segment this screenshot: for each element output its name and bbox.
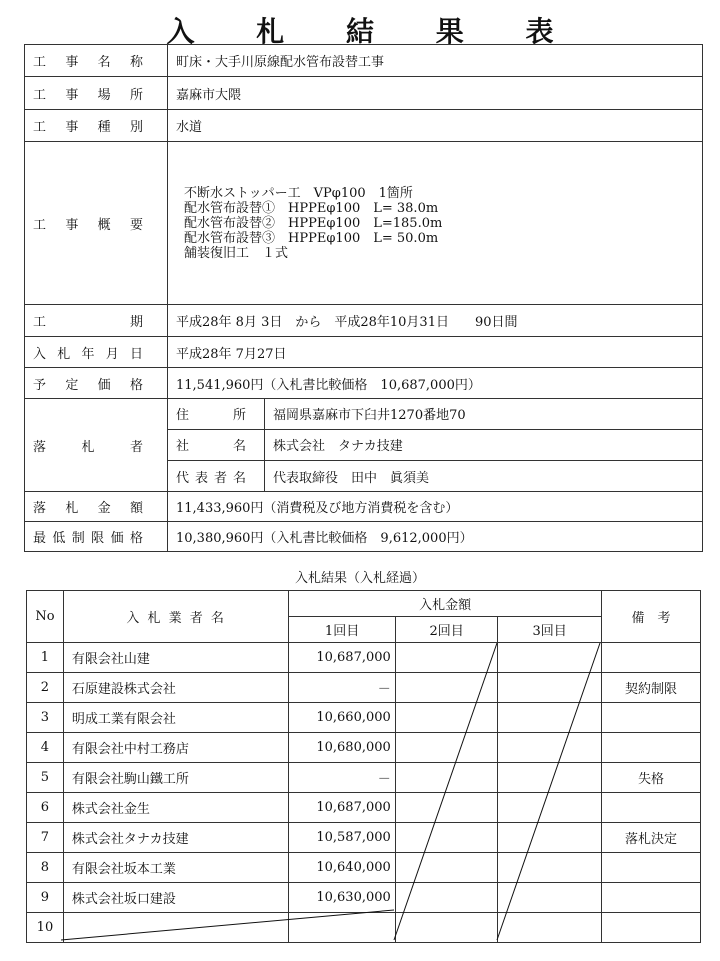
row-company: 有限会社中村工務店 <box>63 733 288 763</box>
label-text: 最 低 制 限 価 格 <box>33 531 143 546</box>
info-row-winner <box>25 399 703 492</box>
row-company: 有限会社坂本工業 <box>63 853 288 883</box>
header-round2: 2回目 <box>395 617 498 643</box>
row-round2 <box>395 673 498 703</box>
row-remarks <box>601 733 700 763</box>
page-title: 入 札 結 果 表 <box>166 15 580 48</box>
table-row <box>27 823 701 853</box>
row-remarks <box>601 883 700 913</box>
info-label <box>25 77 168 110</box>
row-round3 <box>498 883 602 913</box>
row-remarks <box>601 793 700 823</box>
table-row <box>27 643 701 673</box>
row-company <box>63 913 288 943</box>
bids-subtitle: 入札結果（入札経過） <box>294 571 425 586</box>
overview-line: 配水管布設替① HPPEφ100 L= 38.0m <box>184 200 439 216</box>
winner-subtable-cell <box>168 399 703 492</box>
info-row-amount <box>25 492 703 522</box>
row-company: 有限会社駒山鐵工所 <box>63 763 288 793</box>
info-value: 10,380,960円（入札書比較価格 9,612,000円） <box>168 522 703 552</box>
row-no: 8 <box>27 853 64 883</box>
info-label <box>25 522 168 552</box>
label-text: 落 札 者 <box>33 439 143 455</box>
info-row-name <box>25 45 703 77</box>
row-round3 <box>498 913 602 943</box>
row-round3 <box>498 703 602 733</box>
row-remarks: 失格 <box>601 763 700 793</box>
info-label <box>25 492 168 522</box>
overview-line: 不断水ストッパー工 VPφ100 1箇所 <box>184 185 413 201</box>
row-round1: 10,660,000 <box>289 703 395 733</box>
row-remarks <box>601 853 700 883</box>
winner-value: 代表取締役 田中 眞須美 <box>265 461 703 491</box>
overview-line: 配水管布設替③ HPPEφ100 L= 50.0m <box>184 230 439 246</box>
info-value: 11,541,960円（入札書比較価格 10,687,000円） <box>168 368 703 399</box>
row-round1: 10,687,000 <box>289 793 395 823</box>
info-row-type <box>25 110 703 142</box>
overview-lines <box>168 142 703 305</box>
info-label <box>25 110 168 142</box>
row-round2 <box>395 853 498 883</box>
row-company: 株式会社タナカ技建 <box>63 823 288 853</box>
winner-row <box>168 429 702 460</box>
winner-label <box>168 461 265 491</box>
row-round2 <box>395 793 498 823</box>
label-text: 代 表 者 名 <box>176 470 246 486</box>
row-round2 <box>395 763 498 793</box>
info-value: 嘉麻市大隈 <box>168 77 703 110</box>
info-label <box>25 337 168 368</box>
info-label <box>25 305 168 337</box>
label-text: 入 札 年 月 日 <box>33 346 143 362</box>
info-label <box>25 399 168 492</box>
winner-subtable <box>168 399 702 491</box>
table-row <box>27 733 701 763</box>
row-round2 <box>395 703 498 733</box>
header-company: 入 札 業 者 名 <box>63 591 288 643</box>
row-remarks: 落札決定 <box>601 823 700 853</box>
info-value: 平成28年 8月 3日 から 平成28年10月31日 90日間 <box>168 305 703 337</box>
label-text: 工 事 名 称 <box>33 55 143 70</box>
header-round3: 3回目 <box>498 617 602 643</box>
row-company: 株式会社金生 <box>63 793 288 823</box>
header-amount: 入札金額 <box>289 591 602 617</box>
row-no: 6 <box>27 793 64 823</box>
bids-body <box>27 643 701 943</box>
row-remarks: 契約制限 <box>601 673 700 703</box>
label-text: 工 事 種 別 <box>33 120 143 135</box>
info-value: 水道 <box>168 110 703 142</box>
info-label <box>25 45 168 77</box>
row-round1: 10,687,000 <box>289 643 395 673</box>
row-round2 <box>395 643 498 673</box>
row-company: 石原建設株式会社 <box>63 673 288 703</box>
row-round3 <box>498 853 602 883</box>
info-row-bid-date <box>25 337 703 368</box>
info-value: 町床・大手川原線配水管布設替工事 <box>168 45 703 77</box>
label-text: 工 事 概 要 <box>33 217 143 233</box>
row-remarks <box>601 913 700 943</box>
row-round1: 10,630,000 <box>289 883 395 913</box>
row-no: 5 <box>27 763 64 793</box>
info-row-overview <box>25 142 703 305</box>
row-round2 <box>395 883 498 913</box>
row-company: 株式会社坂口建設 <box>63 883 288 913</box>
table-row <box>27 853 701 883</box>
bid-results-table <box>26 590 701 943</box>
table-row <box>27 793 701 823</box>
project-info-table <box>24 44 703 552</box>
label-text: 工 事 場 所 <box>33 87 143 103</box>
row-no: 2 <box>27 673 64 703</box>
info-value: 平成28年 7月27日 <box>168 337 703 368</box>
overview-line: 配水管布設替② HPPEφ100 L=185.0m <box>184 215 443 231</box>
winner-row <box>168 461 702 491</box>
row-round3 <box>498 673 602 703</box>
winner-row <box>168 399 702 429</box>
row-round3 <box>498 823 602 853</box>
winner-value: 福岡県嘉麻市下臼井1270番地70 <box>265 399 703 429</box>
overview-line: 舗装復旧工 １式 <box>184 245 289 261</box>
table-row <box>27 913 701 943</box>
row-round3 <box>498 763 602 793</box>
row-no: 7 <box>27 823 64 853</box>
header-remarks: 備 考 <box>601 591 700 643</box>
info-label <box>25 368 168 399</box>
row-no: 3 <box>27 703 64 733</box>
row-round3 <box>498 793 602 823</box>
label-text: 住 所 <box>176 408 246 424</box>
row-round2 <box>395 823 498 853</box>
label-text: 落 札 金 額 <box>33 501 143 516</box>
winner-label <box>168 399 265 429</box>
label-text: 社 名 <box>176 439 246 455</box>
label-text: 工 期 <box>33 315 143 330</box>
row-no: 9 <box>27 883 64 913</box>
row-no: 4 <box>27 733 64 763</box>
row-round2 <box>395 733 498 763</box>
info-row-period <box>25 305 703 337</box>
table-row <box>27 673 701 703</box>
info-row-location <box>25 77 703 110</box>
row-round1: 10,640,000 <box>289 853 395 883</box>
info-label <box>25 142 168 305</box>
row-no: 10 <box>27 913 64 943</box>
row-no: 1 <box>27 643 64 673</box>
row-remarks <box>601 643 700 673</box>
header-round1: 1回目 <box>289 617 395 643</box>
info-row-min-price <box>25 522 703 552</box>
table-row <box>27 763 701 793</box>
info-row-planned-price <box>25 368 703 399</box>
row-round3 <box>498 733 602 763</box>
winner-value: 株式会社 タナカ技建 <box>265 429 703 460</box>
row-round1: － <box>289 673 395 703</box>
table-row <box>27 703 701 733</box>
row-round3 <box>498 643 602 673</box>
row-company: 有限会社山建 <box>63 643 288 673</box>
row-round2 <box>395 913 498 943</box>
row-round1: 10,587,000 <box>289 823 395 853</box>
bids-header-row <box>27 591 701 617</box>
row-round1: － <box>289 763 395 793</box>
row-round1: 10,680,000 <box>289 733 395 763</box>
label-text: 予 定 価 格 <box>33 377 143 393</box>
winner-label <box>168 429 265 460</box>
row-company: 明成工業有限会社 <box>63 703 288 733</box>
row-remarks <box>601 703 700 733</box>
table-row <box>27 883 701 913</box>
info-value: 11,433,960円（消費税及び地方消費税を含む） <box>168 492 703 522</box>
header-no: No <box>27 591 64 643</box>
row-round1 <box>289 913 395 943</box>
